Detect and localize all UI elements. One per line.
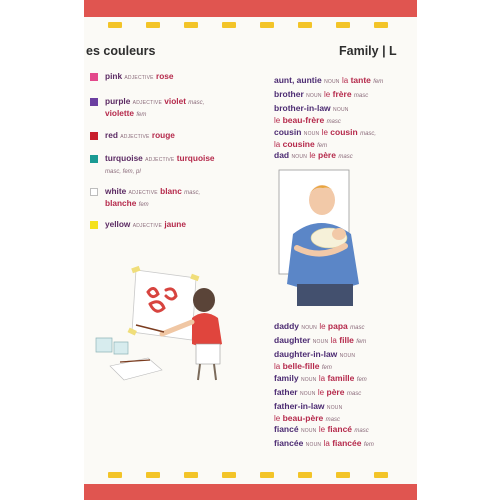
part-of-speech: NOUN bbox=[301, 325, 317, 331]
part-of-speech: NOUN bbox=[300, 428, 317, 434]
father-with-baby-illustration bbox=[277, 168, 377, 314]
article: le bbox=[274, 414, 281, 423]
dictionary-page bbox=[84, 0, 417, 500]
part-of-speech: NOUN bbox=[339, 353, 356, 359]
pink-swatch bbox=[90, 73, 98, 81]
family-entry bbox=[274, 349, 414, 373]
translation: famille bbox=[327, 373, 355, 383]
translation-feminine: cousine bbox=[282, 139, 315, 149]
article: le bbox=[317, 388, 325, 397]
translation: père bbox=[318, 150, 336, 160]
article: la bbox=[323, 439, 330, 448]
part-of-speech: NOUN bbox=[326, 405, 343, 411]
yellow-swatch bbox=[90, 221, 98, 229]
family-heading: Family | L bbox=[339, 44, 397, 58]
gender: fem bbox=[363, 442, 374, 448]
bottom-red-band bbox=[84, 484, 417, 500]
translation: fille bbox=[339, 335, 354, 345]
headword: aunt, auntie bbox=[274, 75, 322, 85]
headword: red bbox=[105, 130, 118, 140]
translation: beau-frère bbox=[282, 115, 325, 125]
article: le bbox=[319, 322, 326, 331]
gender: masc bbox=[354, 428, 369, 434]
headword: brother-in-law bbox=[274, 103, 331, 113]
gender: fem bbox=[373, 79, 384, 85]
family-entry bbox=[274, 373, 414, 385]
translation: beau-père bbox=[282, 413, 324, 423]
translation: belle-fille bbox=[282, 361, 320, 371]
translation-feminine: violette bbox=[105, 107, 135, 118]
article: la bbox=[330, 336, 337, 345]
gender: fem bbox=[356, 377, 367, 383]
part-of-speech: ADJECTIVE bbox=[132, 100, 162, 106]
gender: masc, bbox=[188, 100, 205, 106]
family-entry bbox=[274, 321, 414, 333]
headword: daughter bbox=[274, 335, 311, 345]
gender: masc bbox=[346, 391, 362, 397]
headword: fiancée bbox=[274, 438, 304, 448]
translation: turquoise bbox=[176, 153, 215, 163]
gender: masc bbox=[325, 417, 340, 423]
article: la bbox=[341, 76, 349, 85]
translation: tante bbox=[350, 75, 371, 85]
part-of-speech: NOUN bbox=[312, 339, 329, 345]
gender: masc, bbox=[184, 190, 201, 196]
headword: yellow bbox=[105, 219, 131, 229]
white-swatch bbox=[90, 188, 98, 196]
part-of-speech: ADJECTIVE bbox=[128, 190, 158, 196]
family-entry bbox=[274, 127, 414, 151]
headword: father-in-law bbox=[274, 401, 325, 411]
translation: jaune bbox=[164, 219, 186, 229]
headword: cousin bbox=[274, 127, 302, 137]
family-entry bbox=[274, 103, 414, 127]
family-entry bbox=[274, 150, 414, 162]
article: le bbox=[309, 151, 316, 160]
part-of-speech: NOUN bbox=[306, 93, 322, 99]
purple-swatch bbox=[90, 98, 98, 106]
translation: frère bbox=[332, 89, 352, 99]
article: le bbox=[321, 128, 328, 137]
headword: pink bbox=[105, 71, 123, 81]
translation: rose bbox=[156, 71, 174, 81]
article: le bbox=[324, 90, 331, 99]
gender: fem bbox=[317, 143, 328, 149]
gender: masc bbox=[338, 154, 353, 160]
gender: masc bbox=[353, 93, 369, 99]
gender: fem bbox=[321, 365, 332, 371]
translation: blanc bbox=[160, 186, 182, 196]
colours-heading: es couleurs bbox=[86, 44, 156, 58]
article: la bbox=[318, 374, 326, 383]
part-of-speech: ADJECTIVE bbox=[120, 134, 150, 140]
gender: fem bbox=[356, 339, 367, 345]
bottom-dash-border bbox=[84, 472, 417, 478]
headword: turquoise bbox=[105, 153, 143, 163]
gender: fem bbox=[138, 201, 149, 208]
family-entry bbox=[274, 401, 414, 425]
headword: father bbox=[274, 387, 298, 397]
top-red-band bbox=[84, 0, 417, 17]
part-of-speech: ADJECTIVE bbox=[124, 75, 154, 81]
family-entry bbox=[274, 387, 414, 399]
turquoise-swatch bbox=[90, 155, 98, 163]
article: le bbox=[274, 116, 281, 125]
red-swatch bbox=[90, 132, 98, 140]
family-entry bbox=[274, 89, 414, 101]
gender: fem bbox=[136, 111, 147, 118]
headword: family bbox=[274, 373, 299, 383]
family-entry bbox=[274, 335, 414, 347]
top-dash-border bbox=[84, 22, 417, 28]
headword: dad bbox=[274, 150, 290, 160]
family-entry bbox=[274, 424, 414, 436]
translation: papa bbox=[327, 321, 348, 331]
headword: purple bbox=[105, 96, 131, 106]
gender: masc, bbox=[360, 131, 377, 137]
part-of-speech: NOUN bbox=[300, 391, 316, 397]
translation-feminine: blanche bbox=[105, 197, 137, 208]
family-entry bbox=[274, 438, 414, 450]
translation: fiancée bbox=[332, 438, 362, 448]
article: la bbox=[274, 140, 281, 149]
headword: white bbox=[105, 186, 127, 196]
part-of-speech: NOUN bbox=[300, 377, 317, 383]
headword: fiancé bbox=[274, 424, 299, 434]
gender: masc bbox=[350, 325, 365, 331]
gender: masc bbox=[326, 119, 341, 125]
gender: masc, fem, pl bbox=[105, 168, 141, 175]
headword: daddy bbox=[274, 321, 300, 331]
translation: violet bbox=[164, 96, 186, 106]
part-of-speech: NOUN bbox=[324, 79, 340, 85]
headword: brother bbox=[274, 89, 304, 99]
translation: père bbox=[326, 387, 345, 397]
part-of-speech: ADJECTIVE bbox=[145, 157, 175, 163]
part-of-speech: NOUN bbox=[333, 107, 349, 113]
part-of-speech: NOUN bbox=[305, 442, 322, 448]
article: le bbox=[318, 425, 326, 434]
part-of-speech: NOUN bbox=[303, 131, 320, 137]
translation: rouge bbox=[151, 130, 175, 140]
part-of-speech: NOUN bbox=[291, 154, 308, 160]
child-painting-illustration bbox=[88, 262, 238, 387]
family-entry bbox=[274, 75, 414, 87]
article: la bbox=[274, 362, 281, 371]
headword: daughter-in-law bbox=[274, 349, 338, 359]
translation: cousin bbox=[330, 127, 358, 137]
part-of-speech: ADJECTIVE bbox=[132, 223, 162, 229]
translation: fiancé bbox=[327, 424, 353, 434]
